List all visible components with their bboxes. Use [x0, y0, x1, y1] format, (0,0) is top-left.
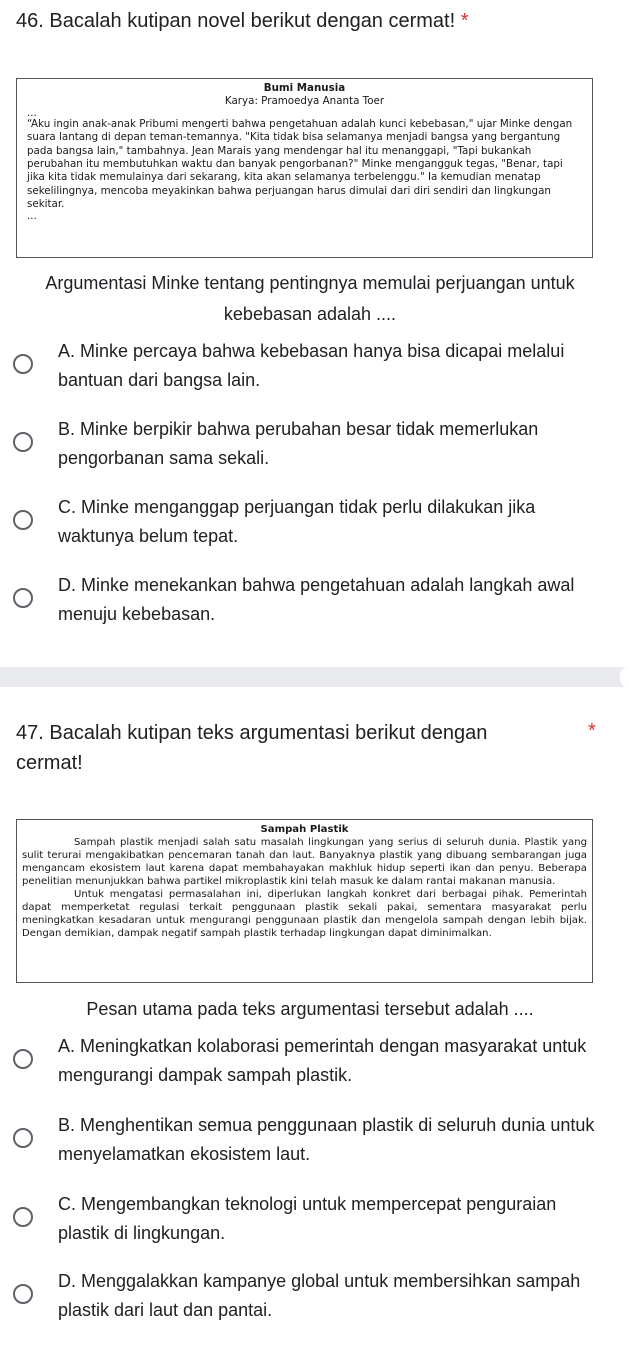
- novel-excerpt-box: [16, 78, 593, 258]
- option-label[interactable]: A. Minke percaya bahwa kebebasan hanya bisa dicapai melalui bantuan dari bangsa lain.: [58, 341, 565, 390]
- option-label[interactable]: A. Meningkatkan kolaborasi pemerintah dengan masyarakat untuk mengurangi dampak sampah plastik.: [58, 1036, 587, 1085]
- q47-option-d[interactable]: [10, 1267, 610, 1327]
- option-label[interactable]: D. Menggalakkan kampanye global untuk membersihkan sampah plastik dari laut dan pantai.: [58, 1271, 581, 1320]
- required-mark: *: [460, 10, 469, 32]
- q46-option-d[interactable]: [10, 571, 610, 631]
- option-label[interactable]: D. Minke menekankan bahwa pengetahuan adalah langkah awal menuju kebebasan.: [58, 575, 575, 624]
- q47-option-a[interactable]: [10, 1032, 610, 1092]
- excerpt-subtitle: Karya: Pramoedya Ananta Toer: [224, 95, 385, 108]
- question-46-prompt: Argumentasi Minke tentang pentingnya memulai perjuangan untuk kebebasan adalah ....: [45, 273, 575, 324]
- option-label[interactable]: C. Minke menganggap perjuangan tidak perlu dilakukan jika waktunya belum tepat.: [58, 497, 536, 546]
- option-label[interactable]: C. Mengembangkan teknologi untuk mempercepat penguraian plastik di lingkungan.: [58, 1194, 557, 1243]
- question-46-title-text: 46. Bacalah kutipan novel berikut dengan cermat!: [16, 10, 456, 32]
- option-label[interactable]: B. Minke berpikir bahwa perubahan besar tidak memerlukan pengorbanan sama sekali.: [58, 419, 539, 468]
- excerpt-body: “Aku ingin anak-anak Pribumi mengerti bahwa pengetahuan adalah kunci kebebasan," ujar Minke dengan suara lantang di depan teman-temannya. "Kita tidak bisa selamanya menjadi bangsa yang bergantung pada bangsa lain," tambahnya. Jean Marais yang mendengar hal itu menanggapi, "Tapi bukankah perubahan itu membutuhkan waktu dan banyak pengorbanan?" Minke mengangguk tegas, "Benar, tapi jika kita tidak memulainya dari sekarang, kita akan selamanya terbelenggu." Ia kemudian menatap sekelilingnya, mencoba meyakinkan bahwa perjuangan harus dimulai dari diri sendiri dan lingkungan sekitar.: [27, 117, 573, 211]
- radio-button[interactable]: [13, 1128, 33, 1148]
- excerpt-ellipsis-bottom: ...: [27, 209, 37, 222]
- excerpt-paragraph-1: Sampah plastik menjadi salah satu masalah lingkungan yang serius di seluruh dunia. Plastik yang sulit terurai mengakibatkan pencemaran tanah dan laut. Banyaknya plastik yang dibuang sembarangan juga mengancam ekosistem laut karena dapat membahayakan makhluk hidup seperti ikan dan penyu. Beberapa penelitian menunjukkan bahwa partikel mikroplastik kini telah masuk ke dalam rantai makanan manusia.: [22, 837, 587, 887]
- question-47-prompt: Pesan utama pada teks argumentasi tersebut adalah ....: [86, 999, 534, 1019]
- excerpt-title: Sampah Plastik: [260, 824, 349, 835]
- excerpt-title: Bumi Manusia: [263, 82, 346, 94]
- excerpt-paragraph-2: Untuk mengatasi permasalahan ini, diperlukan langkah konkret dari berbagai pihak. Pemerintah dapat memperketat regulasi terkait penggunaan plastik sekali pakai, sementara masyarakat perlu meningkatkan kesadaran untuk mengurangi penggunaan plastik dan mengelola sampah dengan lebih bijak. Dengan demikian, dampak negatif sampah plastik terhadap lingkungan dapat diminimalkan.: [22, 889, 587, 939]
- argument-excerpt-box: [16, 819, 593, 983]
- radio-button[interactable]: [13, 1207, 33, 1227]
- radio-button[interactable]: [13, 588, 33, 608]
- q47-option-c[interactable]: [10, 1190, 610, 1250]
- radio-button[interactable]: [13, 354, 33, 374]
- q46-option-b[interactable]: [10, 415, 610, 475]
- q47-option-b[interactable]: [10, 1111, 610, 1171]
- question-47-title: 47. Bacalah kutipan teks argumentasi berikut dengan cermat!: [16, 722, 488, 774]
- required-mark: *: [588, 720, 596, 742]
- q46-option-a[interactable]: [10, 337, 610, 397]
- radio-button[interactable]: [13, 1049, 33, 1069]
- section-divider: [0, 667, 628, 687]
- radio-button[interactable]: [13, 1284, 33, 1304]
- excerpt-ellipsis-top: ...: [27, 106, 37, 119]
- q46-option-c[interactable]: [10, 493, 610, 553]
- question-46-title: [16, 6, 601, 36]
- radio-button[interactable]: [13, 432, 33, 452]
- radio-button[interactable]: [13, 510, 33, 530]
- option-label[interactable]: B. Menghentikan semua penggunaan plastik di seluruh dunia untuk menyelamatkan ekosistem laut.: [58, 1115, 595, 1164]
